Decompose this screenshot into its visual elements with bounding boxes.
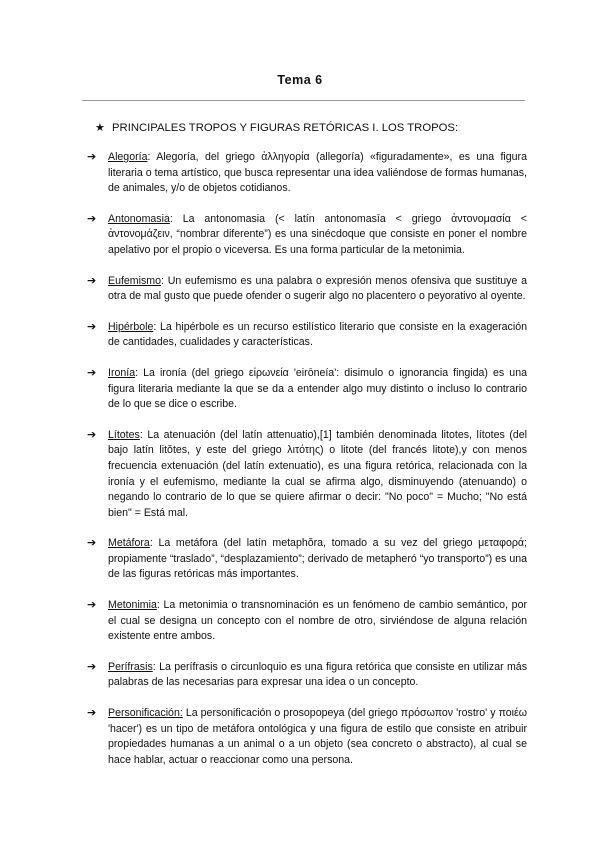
item-text: La ironía (del griego εἰρωνεία 'eirōneía': disimulo o ignorancia fingida) es una figura literaria mediante la que se da a entender algo muy distinto o incluso lo contrario de lo que se dice o escribe. — [108, 366, 527, 411]
list-item: ➔ Alegoría: Alegoría, del griego ἀλληγορία (allegoría) «figuradamente», es una figura literaria o tema artístico, que busca representar una idea valiéndose de formas humanas, de animales, y/o de objetos cotidianos. — [87, 151, 527, 195]
tropes-list — [87, 150, 527, 783]
list-item — [87, 706, 527, 768]
item-text: La perífrasis o circunloquio es una figura retórica que consiste en utilizar más palabras de las necesarias para expresar una idea o un concepto. — [108, 660, 527, 689]
arrow-right-icon: ➔ — [87, 274, 97, 287]
item-term: Metonimia — [108, 599, 157, 612]
arrow-right-icon: ➔ — [87, 707, 97, 720]
arrow-right-icon: ➔ — [87, 151, 97, 163]
item-term: Lítotes — [108, 428, 140, 441]
item-text: La personificación o prosopopeya (del griego πρόσωπον 'rostro' y ποιέω 'hacer') es un tipo de metáfora ontológica y una figura de estilo que consiste en atribuir propiedades humanas a un animal o a un objeto (sea concreto o abstracto), al cual se hace hablar, actuar o reaccionar como una persona. — [108, 707, 527, 766]
item-term: Hipérbole — [108, 320, 154, 333]
item-term: Alegoría — [108, 151, 148, 163]
section-heading-text: PRINCIPALES TROPOS Y FIGURAS RETÓRICAS I. LOS TROPOS: — [112, 122, 459, 134]
list-item: ➔ Metonimia: La metonimia o transnominación es un fenómeno de cambio semántico, por el cual se designa un concepto con el nombre de otro, sirviéndose de alguna relación existente entre ambos. — [87, 599, 527, 643]
item-term: Antonomasia — [108, 212, 170, 225]
list-item: ➔ Metáfora: La metáfora (del latín metaphŏra, tomado a su vez del griego μεταφορά; propiamente “traslado”, “desplazamiento”; derivado de metapheró “yo transporto”) es una de las figuras retóricas más importantes. — [87, 537, 528, 581]
item-text: La hipérbole es un recurso estilístico literario que consiste en la exageración de cantidades, cualidades y características. — [108, 320, 527, 349]
list-item: ➔ Eufemismo: Un eufemismo es una palabra o expresión menos ofensiva que sustituye a otra de mal gusto que puede ofender o sugerir algo no placentero o peyorativo al oyente. — [87, 274, 527, 303]
arrow-right-icon: ➔ — [87, 320, 97, 333]
list-item: ➔ Antonomasia: La antonomasia (< latín antonomasīa < griego ἀντονομασία < ἀντονομάζειν, “nombrar diferente”) es una sinécdoque que consiste en poner el nombre apelativo por el propio o viceversa. Es una forma particular de la metonimia. — [87, 212, 527, 256]
arrow-right-icon: ➔ — [87, 212, 97, 225]
item-text: La antonomasia (< latín antonomasīa < griego ἀντονομασία < ἀντονομάζειν, “nombrar diferente”) es una sinécdoque que consiste en poner el nombre apelativo por el propio o viceversa. Es una forma particular de la metonimia. — [108, 212, 527, 256]
list-item: ➔ Hipérbole: La hipérbole es un recurso estilístico literario que consiste en la exageración de cantidades, cualidades y características. — [87, 320, 527, 349]
item-text: La metáfora (del latín metaphŏra, tomado a su vez del griego μεταφορά; propiamente “traslado”, “desplazamiento”; derivado de metapheró “yo transporto”) es una de las figuras retóricas más importantes. — [108, 537, 528, 581]
section-heading — [95, 121, 535, 134]
page-title: Tema 6 — [277, 73, 323, 87]
list-item: ➔ Ironía: La ironía (del griego εἰρωνεία 'eirōneía': disimulo o ignorancia fingida) es una figura literaria mediante la que se da a entender algo muy distinto o incluso lo contrario de lo que se dice o escribe. — [87, 366, 527, 411]
item-term: Personificación: — [108, 707, 183, 720]
item-text: Un eufemismo es una palabra o expresión menos ofensiva que sustituye a otra de mal gusto que puede ofender o sugerir algo no placentero o peyorativo al oyente. — [108, 274, 527, 303]
item-term: Ironía — [108, 366, 136, 379]
list-item: ➔ Lítotes: La atenuación (del latín attenuatio),[1] también denominada litotes, lítotes (del bajo latín litŏtes, y este del griego λιτότης) o litote (del francés litote),y con menos frecuencia extenuación (del latín extenuatio), es una figura retórica, relacionada con la ironía y el eufemismo, mediante la cual se afirma algo, disminuyendo (atenuando) o negando lo contrario de lo que se quiere afirmar o decir: "No poco" = Mucho; "No está bien" = Está mal. — [87, 428, 527, 519]
item-term: Metáfora — [108, 537, 150, 550]
item-text: Alegoría, del griego ἀλληγορία (allegoría) «figuradamente», es una figura literaria o tema artístico, que busca representar una idea valiéndose de formas humanas, de animales, y/o de objetos cotidianos. — [108, 151, 527, 195]
item-term: Eufemismo — [108, 274, 161, 287]
arrow-right-icon: ➔ — [87, 428, 97, 441]
title-divider — [82, 100, 525, 101]
item-text: La atenuación (del latín attenuatio),[1] también denominada litotes, lítotes (del bajo latín litŏtes, y este del griego λιτότης) o litote (del francés litote),y con menos frecuencia extenuación (del latín extenuatio), es una figura retórica, relacionada con la ironía y el eufemismo, mediante la cual se afirma algo, disminuyendo (atenuando) o negando lo contrario de lo que se quiere afirmar o decir: "No poco" = Mucho; "No está bien" = Está mal. — [108, 428, 527, 519]
arrow-right-icon: ➔ — [87, 537, 97, 550]
arrow-right-icon: ➔ — [87, 599, 97, 612]
item-text: La metonimia o transnominación es un fenómeno de cambio semántico, por el cual se designa un concepto con el nombre de otro, sirviéndose de alguna relación existente entre ambos. — [108, 599, 527, 643]
list-item: ➔ Perífrasis: La perífrasis o circunloquio es una figura retórica que consiste en utilizar más palabras de las necesarias para expresar una idea o un concepto. — [87, 660, 527, 689]
arrow-right-icon: ➔ — [87, 660, 97, 673]
star-icon: ★ — [95, 122, 105, 134]
item-term: Perífrasis — [108, 660, 153, 673]
arrow-right-icon: ➔ — [87, 366, 97, 379]
